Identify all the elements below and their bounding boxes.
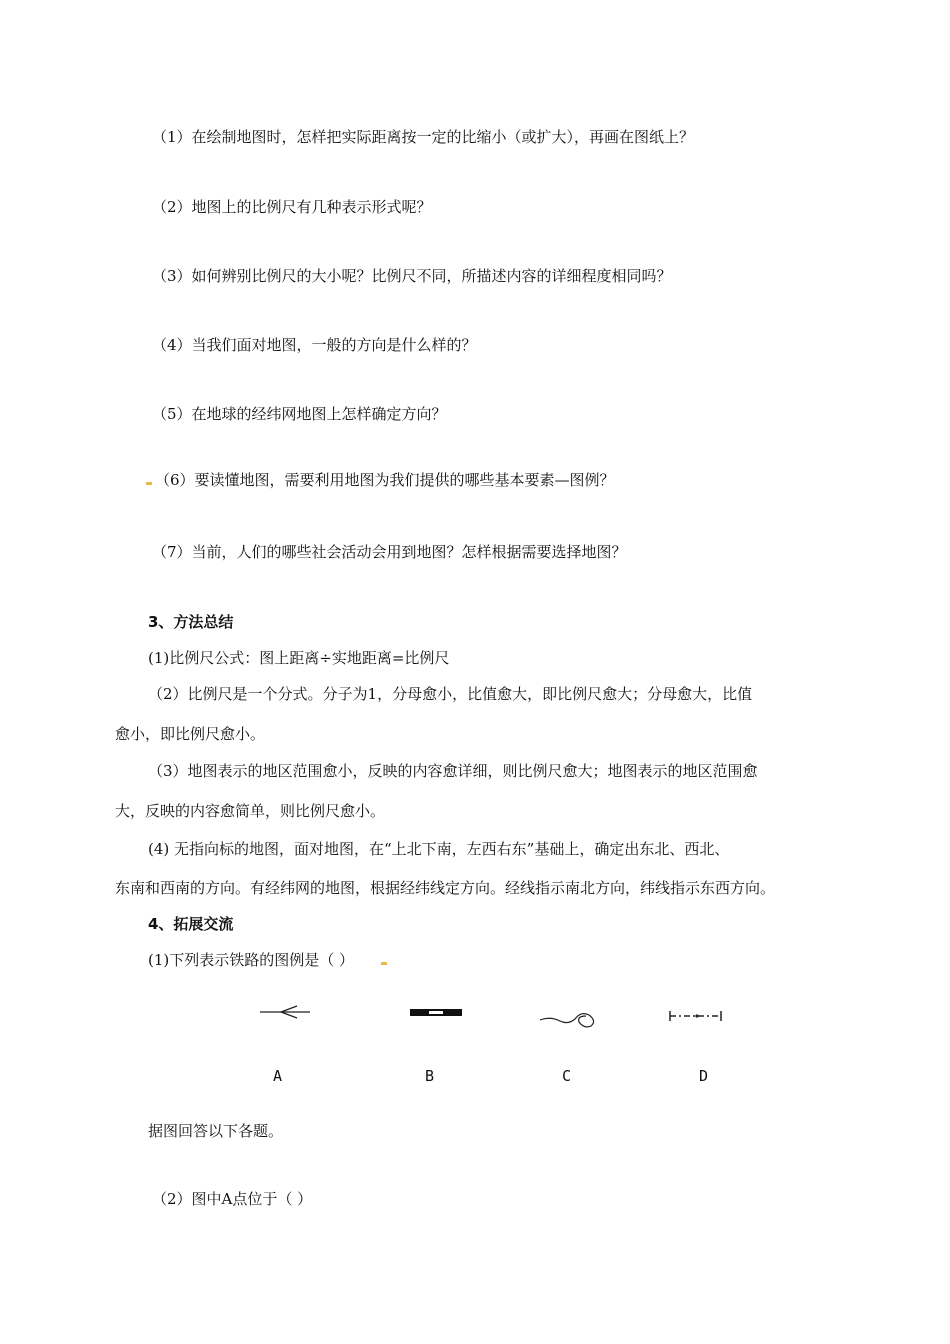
question-2: （2）地图上的比例尺有几种表示形式呢？ [152, 198, 432, 216]
symbol-a-arrow [260, 1006, 310, 1018]
edit-mark [381, 962, 387, 965]
method-2-line-1: （2）比例尺是一个分式。分子为1，分母愈小，比值愈大，即比例尺愈大；分母愈大，比值 [148, 685, 753, 703]
method-4-line-1: (4) 无指向标的地图，面对地图，在“上北下南，左西右东”基础上，确定出东北、西北、 [148, 840, 730, 858]
option-a-label: A [273, 1067, 283, 1085]
question-5: （5）在地球的经纬网地图上怎样确定方向？ [152, 405, 447, 423]
question-4: （4）当我们面对地图，一般的方向是什么样的？ [152, 336, 477, 354]
legend-symbols-figure [245, 995, 745, 1095]
method-3-line-1: （3）地图表示的地区范围愈小，反映的内容愈详细，则比例尺愈大；地图表示的地区范围愈 [148, 762, 758, 780]
scale-formula: (1)比例尺公式：图上距离÷实地距离=比例尺 [148, 649, 450, 667]
section-4-heading: 4、拓展交流 [148, 915, 234, 933]
option-b-label: B [425, 1067, 435, 1085]
symbol-d-dash-dot-line [670, 1011, 721, 1021]
method-3-line-2: 大，反映的内容愈简单，则比例尺愈小。 [115, 802, 386, 820]
edit-mark [146, 482, 152, 485]
section-3-heading: 3、方法总结 [148, 613, 234, 631]
method-4-line-2: 东南和西南的方向。有经纬网的地图，根据经纬线定方向。经线指示南北方向，纬线指示东西方向。 [115, 879, 776, 897]
question-7: （7）当前，人们的哪些社会活动会用到地图？怎样根据需要选择地图？ [152, 543, 627, 561]
question-6: （6）要读懂地图，需要利用地图为我们提供的哪些基本要素—图例？ [155, 471, 615, 489]
railway-legend-question: (1)下列表示铁路的图例是（ ） [148, 951, 355, 969]
instruction-text: 据图回答以下各题。 [148, 1122, 284, 1140]
option-d-label: D [699, 1067, 709, 1085]
legend-symbols [245, 995, 745, 1055]
option-c-label: C [562, 1067, 572, 1085]
symbol-c-wavy-line [540, 1014, 594, 1027]
question-1: （1）在绘制地图时，怎样把实际距离按一定的比缩小（或扩大），再画在图纸上？ [152, 128, 695, 146]
question-point-a: （2）图中A点位于（ ） [152, 1190, 313, 1208]
question-3: （3）如何辨别比例尺的大小呢？比例尺不同，所描述内容的详细程度相同吗？ [152, 267, 672, 285]
symbol-b-railway [410, 1009, 462, 1016]
method-2-line-2: 愈小，即比例尺愈小。 [115, 725, 266, 743]
